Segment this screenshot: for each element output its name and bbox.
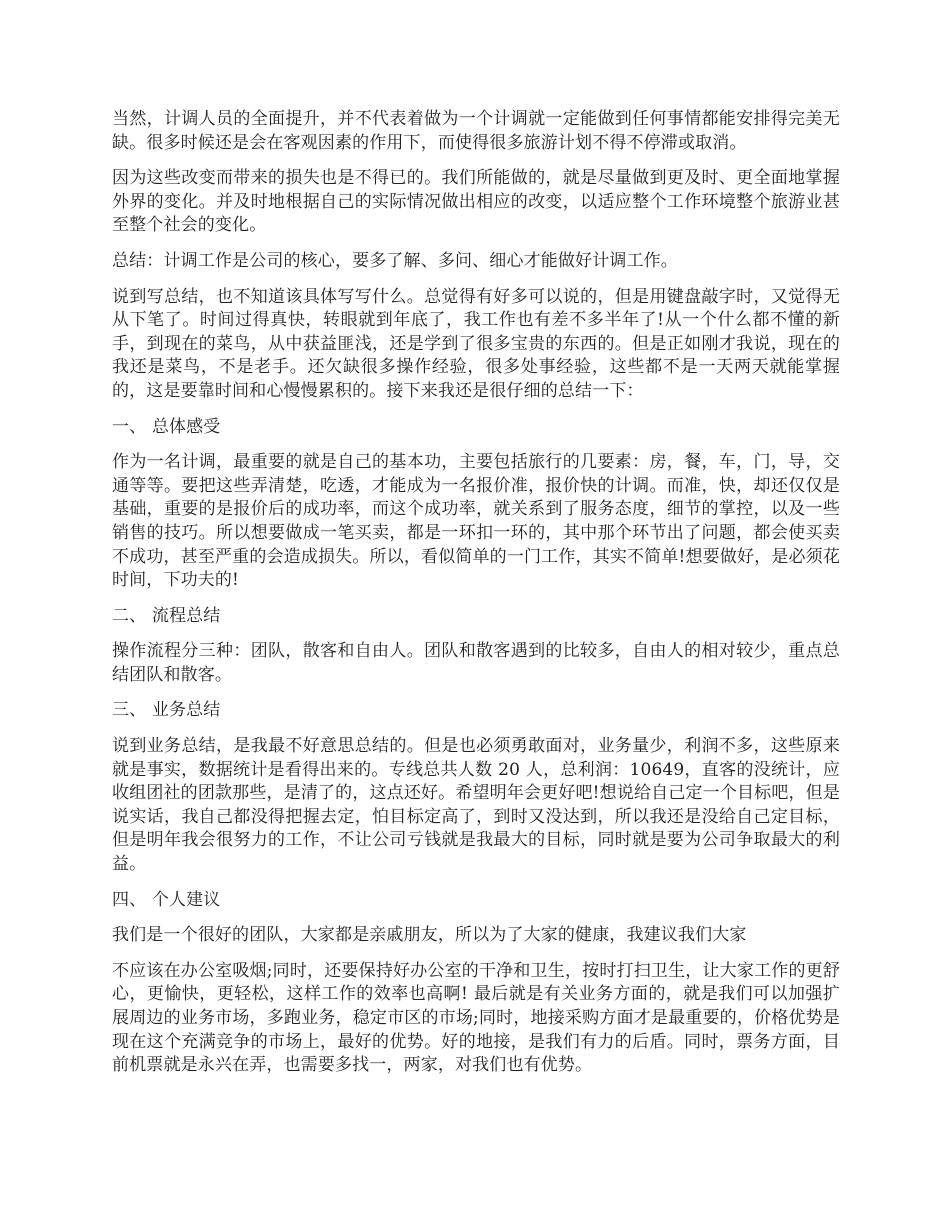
section-heading-personal-suggestions: 四、 个人建议 — [112, 889, 221, 910]
section-heading-business-summary: 三、 业务总结 — [112, 700, 221, 721]
paragraph-process-summary: 操作流程分三种：团队，散客和自由人。团队和散客遇到的比较多，自由人的相对较少，重点总结团队和散客。 — [112, 641, 840, 685]
paragraph-overall-feeling: 作为一名计调，最重要的就是自己的基本功，主要包括旅行的几要素：房，餐，车，门，导，交通等等。要把这些弄清楚，吃透，才能成为一名报价准，报价快的计调。而准，快，却还仅仅是基础，重要的是报价后的成功率，而这个成功率，就关系到了服务态度，细节的掌控，以及一些销售的技巧。所以想要做成一笔买卖，都是一环扣一环的，其中那个环节出了问题，都会使买卖不成功，甚至严重的会造成损失。所以，看似简单的一门工作，其实不简单!想要做好，是必须花时间，下功夫的! — [112, 452, 840, 591]
paragraph-intro-summary: 说到写总结，也不知道该具体写写什么。总觉得有好多可以说的，但是用键盘敲字时，又觉得无从下笔了。时间过得真快，转眼就到年底了，我工作也有差不多半年了!从一个什么都不懂的新手，到现在的菜鸟，从中获益匪浅，还是学到了很多宝贵的东西的。但是正如刚才我说，现在的我还是菜鸟，不是老手。还欠缺很多操作经验，很多处事经验，这些都不是一天两天就能掌握的，这是要靠时间和心慢慢累积的。接下来我还是很仔细的总结一下： — [112, 286, 840, 401]
section-heading-overall-feeling: 一、 总体感受 — [112, 416, 221, 437]
paragraph-suggestions-detail: 不应该在办公室吸烟;同时，还要保持好办公室的干净和卫生，按时打扫卫生，让大家工作的更舒心，更愉快，更轻松，这样工作的效率也高啊! 最后就是有关业务方面的，就是我们可以加强扩展周边的业务市场，多跑业务，稳定市区的市场;同时，地接采购方面才是最重要的，价格优势是现在这个充满竞争的市场上，最好的优势。好的地接，是我们有力的后盾。同时，票务方面，目前机票就是永兴在弄，也需要多找一，两家，对我们也有优势。 — [112, 960, 840, 1076]
document-page — [112, 108, 840, 1090]
section-heading-process-summary: 二、 流程总结 — [112, 605, 221, 626]
paragraph-summary-core: 总结：计调工作是公司的核心，要多了解、多问、细心才能做好计调工作。 — [112, 250, 678, 271]
paragraph-business-summary: 说到业务总结，是我最不好意思总结的。但是也必须勇敢面对，业务量少，利润不多，这些原来就是事实，数据统计是看得出来的。专线总共人数 20 人，总利润：10649，直客的没统计，应收组团社的团款那些，是清了的，这点还好。希望明年会更好吧!想说给自己定一个目标吧，但是说实话，我自己都没得把握去定，怕目标定高了，到时又没达到，所以我还是没给自己定目标，但是明年我会很努力的工作，不让公司亏钱就是我最大的目标，同时就是要为公司争取最大的利益。 — [112, 736, 840, 875]
paragraph-plan-limits: 当然，计调人员的全面提升，并不代表着做为一个计调就一定能做到任何事情都能安排得完美无缺。很多时候还是会在客观因素的作用下，而使得很多旅游计划不得不停滞或取消。 — [112, 109, 840, 153]
paragraph-team-health: 我们是一个很好的团队，大家都是亲戚朋友，所以为了大家的健康，我建议我们大家 — [112, 925, 747, 946]
paragraph-adapt-to-change: 因为这些改变而带来的损失也是不得已的。我们所能做的，就是尽量做到更及时、更全面地掌握外界的变化。并及时地根据自己的实际情况做出相应的改变，以适应整个工作环境整个旅游业甚至整个社会的变化。 — [112, 168, 840, 236]
